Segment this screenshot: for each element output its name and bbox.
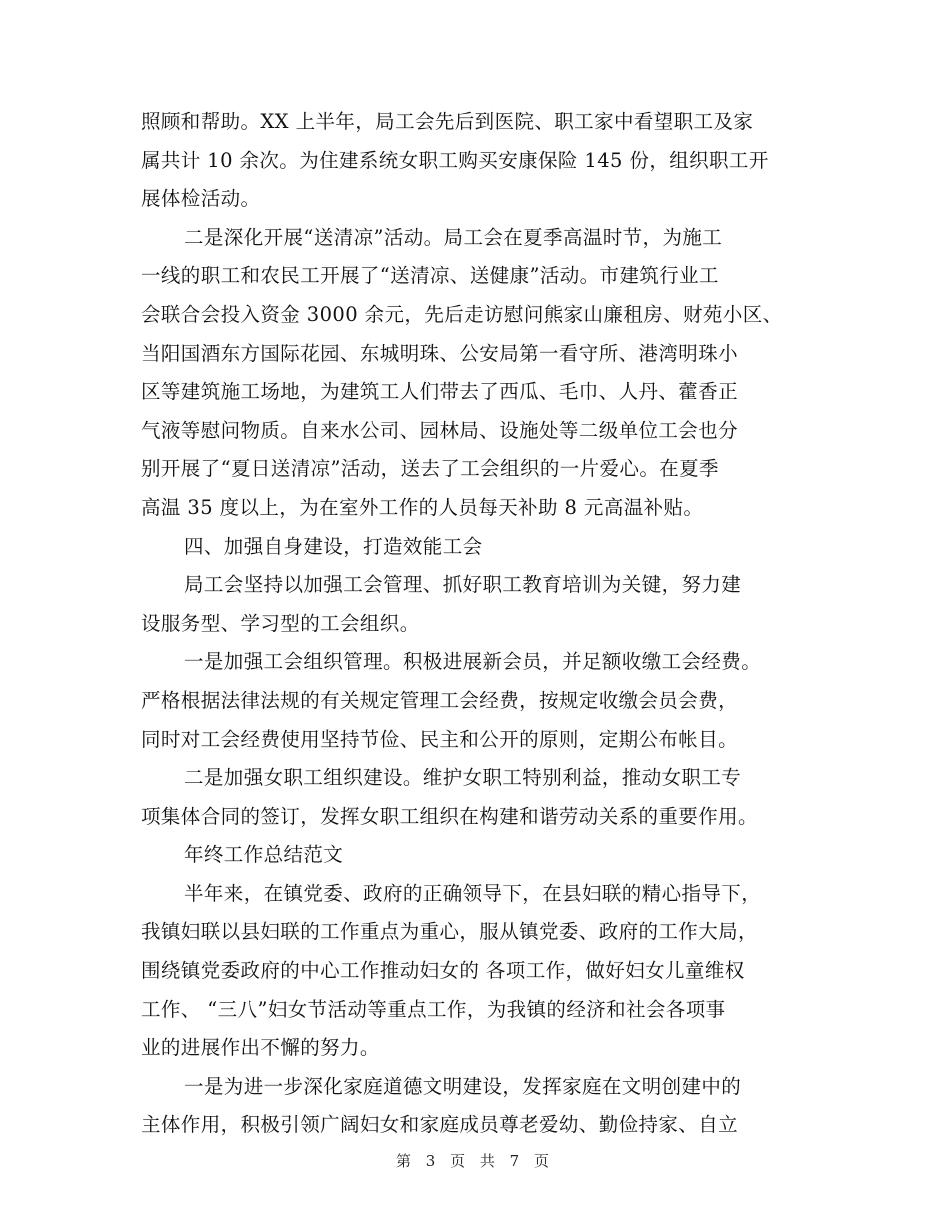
- text-line: 我镇妇联以县妇联的工作重点为重心，服从镇党委、政府的工作大局，: [141, 920, 758, 944]
- text-line: 照顾和帮助。XX 上半年，局工会先后到医院、职工家中看望职工及家: [141, 110, 754, 133]
- text-line: 工作、 “三八”妇女节活动等重点工作，为我镇的经济和社会各项事: [141, 997, 726, 1021]
- text-line: 项集体合同的签订，发挥女职工组织在构建和谐劳动关系的重要作用。: [141, 804, 758, 828]
- text-line: 区等建筑施工场地，为建筑工人们带去了西瓜、毛巾、人丹、藿香正: [141, 380, 739, 404]
- text-line: 设服务型、学习型的工会组织。: [141, 611, 420, 635]
- text-line: 业的进展作出不懈的努力。: [141, 1036, 380, 1060]
- text-line: 局工会坚持以加强工会管理、抓好职工教育培训为关键，努力建: [184, 573, 742, 597]
- text-line: 气液等慰问物质。自来水公司、园林局、设施处等二级单位工会也分: [141, 418, 739, 442]
- text-line: 展体检活动。: [141, 187, 261, 211]
- text-line: 一是加强工会组织管理。积极进展新会员，并足额收缴工会经费。: [184, 650, 762, 674]
- text-line: 严格根据法律法规的有关规定管理工会经费，按规定收缴会员会费，: [141, 688, 739, 712]
- text-line: 别开展了“夏日送清凉”活动，送去了工会组织的一片爱心。在夏季: [141, 457, 719, 481]
- text-line: 高温 35 度以上，为在室外工作的人员每天补助 8 元高温补贴。: [141, 495, 704, 519]
- text-line: 一是为进一步深化家庭道德文明建设，发挥家庭在文明创建中的: [184, 1074, 742, 1098]
- section-heading: 年终工作总结范文: [184, 843, 344, 867]
- text-line: 一线的职工和农民工开展了“送清凉、送健康”活动。市建筑行业工: [141, 264, 719, 288]
- document-body: [141, 103, 813, 1145]
- section-heading: 四、加强自身建设，打造效能工会: [184, 534, 483, 558]
- text-line: 围绕镇党委政府的中心工作推动妇女的 各项工作，做好妇女儿童维权: [141, 959, 745, 983]
- text-line: 二是深化开展“送清凉”活动。局工会在夏季高温时节，为施工: [184, 225, 723, 249]
- text-line: 二是加强女职工组织建设。维护女职工特别利益，推动女职工专: [184, 766, 742, 790]
- text-line: 会联合会投入资金 3000 余元，先后走访慰问熊家山廉租房、财苑小区、: [141, 302, 783, 326]
- text-line: 主体作用，积极引领广阔妇女和家庭成员尊老爱幼、勤俭持家、自立: [141, 1113, 739, 1137]
- text-line: 当阳国酒东方国际花园、东城明珠、公安局第一看守所、港湾明珠小: [141, 341, 739, 365]
- page-number-footer: 第 3 页 共 7 页: [396, 1152, 554, 1170]
- text-line: 属共计 10 余次。为住建系统女职工购买安康保险 145 份，组织职工开: [141, 148, 769, 172]
- text-line: 半年来，在镇党委、政府的正确领导下，在县妇联的精心指导下，: [184, 881, 762, 905]
- text-line: 同时对工会经费使用坚持节俭、民主和公开的原则，定期公布帐目。: [141, 727, 739, 751]
